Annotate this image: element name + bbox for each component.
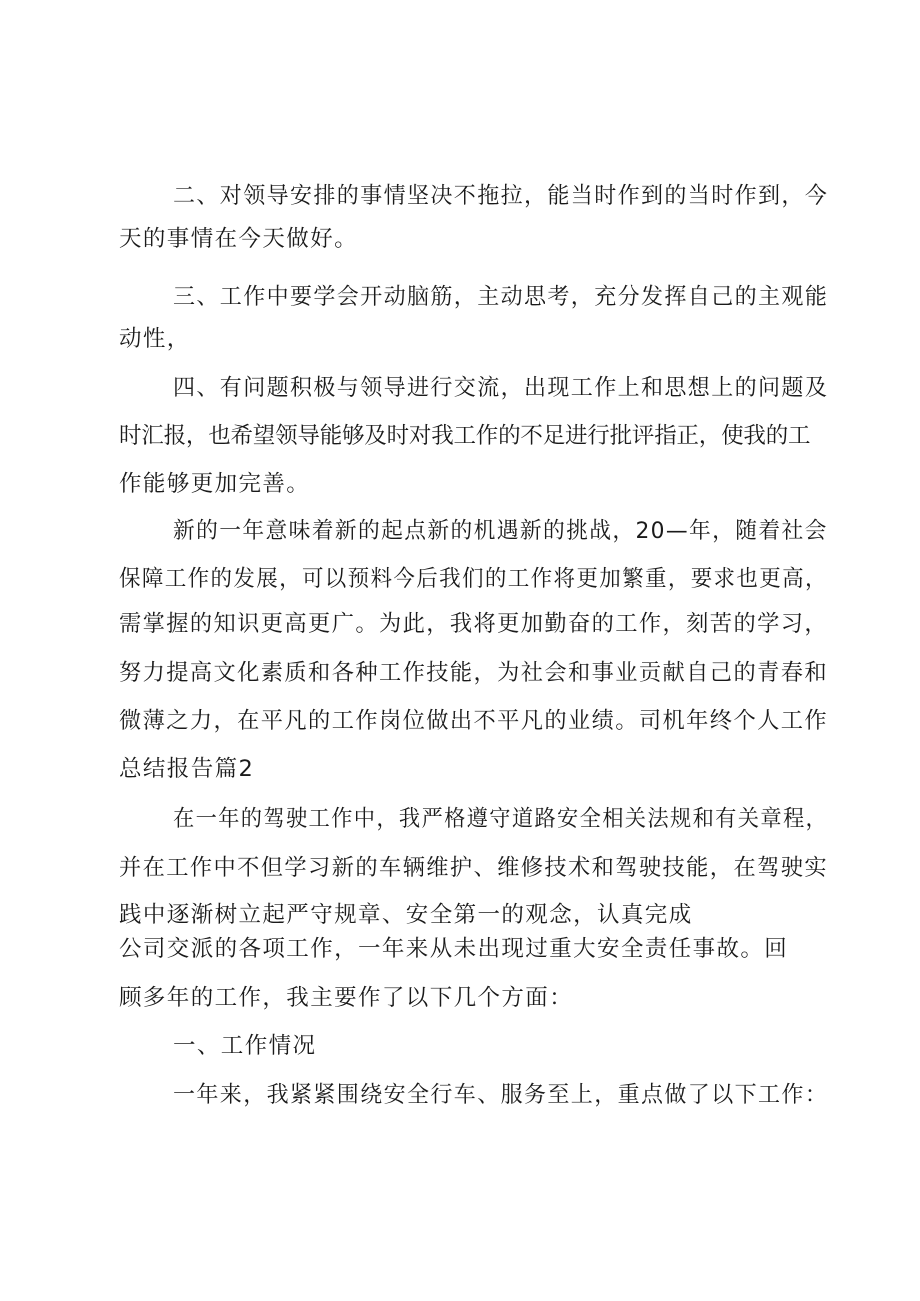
text-line: 公司交派的各项工作，一年来从未出现过重大安全责任事故。回 [119, 936, 789, 962]
text-line: 三、工作中要学会开动脑筋，主动思考，充分发挥自己的主观能 [173, 284, 829, 310]
text-line: 动性， [119, 326, 191, 352]
text-line: 天的事情在今天做好。 [119, 226, 359, 252]
text-line: 一、工作情况 [173, 1033, 317, 1059]
text-line: 时汇报，也希望领导能够及时对我工作的不足进行批评指正，使我的工 [119, 423, 811, 449]
text-line: 践中逐渐树立起严守规章、安全第一的观念，认真完成 [119, 902, 693, 928]
text-line: 需掌握的知识更高更广。为此，我将更加勤奋的工作，刻苦的学习， [119, 611, 828, 637]
text-line: 在一年的驾驶工作中，我严格遵守道路安全相关法规和有关章程， [173, 806, 829, 832]
text-line: 新的一年意味着新的起点新的机遇新的挑战，20—年，随着社会 [173, 518, 828, 544]
text-line: 作能够更加完善。 [119, 471, 311, 497]
text-line: 总结报告篇2 [119, 756, 255, 782]
text-line: 顾多年的工作，我主要作了以下几个方面： [119, 985, 574, 1011]
text-line: 保障工作的发展，可以预料今后我们的工作将更加繁重，要求也更高， [119, 566, 828, 592]
text-line: 二、对领导安排的事情坚决不拖拉，能当时作到的当时作到，今 [173, 183, 829, 209]
text-line: 微薄之力，在平凡的工作岗位做出不平凡的业绩。司机年终个人工作 [119, 708, 828, 734]
text-line: 四、有问题积极与领导进行交流，出现工作上和思想上的问题及 [173, 375, 829, 401]
text-line: 一年来，我紧紧围绕安全行车、服务至上，重点做了以下工作： [173, 1082, 829, 1108]
text-line: 努力提高文化素质和各种工作技能，为社会和事业贡献自己的青春和 [119, 660, 828, 686]
text-line: 并在工作中不但学习新的车辆维护、维修技术和驾驶技能，在驾驶实 [119, 855, 828, 881]
